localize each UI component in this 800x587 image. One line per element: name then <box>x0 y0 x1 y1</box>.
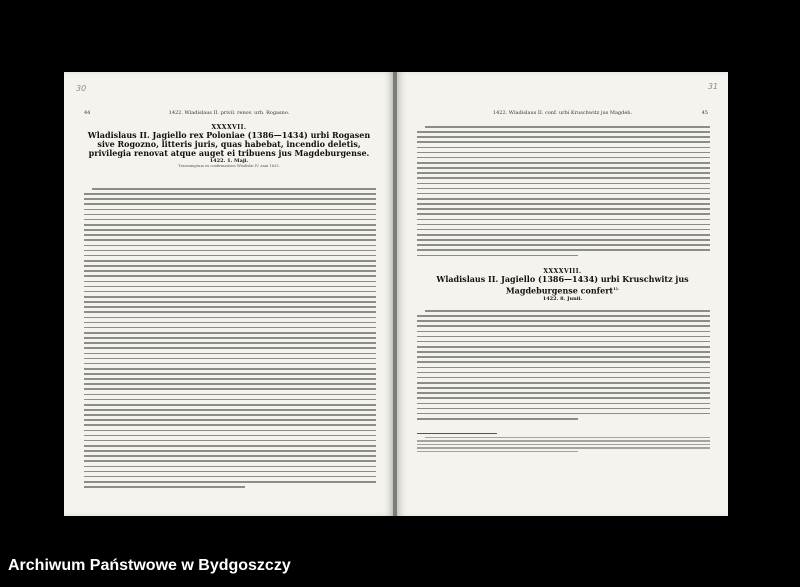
right-doc-date: 1422. 8. Junii. <box>542 295 583 302</box>
text-line <box>425 310 710 312</box>
text-line <box>84 270 376 272</box>
text-line <box>84 353 376 355</box>
text-line <box>84 209 376 211</box>
text-line <box>84 481 376 483</box>
left-body-text <box>84 188 376 491</box>
text-line <box>84 275 376 277</box>
text-line <box>417 325 710 327</box>
text-line <box>84 445 376 447</box>
text-line <box>417 213 710 215</box>
text-line <box>84 286 376 288</box>
text-line <box>84 342 376 344</box>
text-line <box>84 219 376 221</box>
text-line <box>84 460 376 462</box>
archive-label: Archiwum Państwowe w Bydgoszczy <box>8 557 291 574</box>
text-line <box>417 177 710 179</box>
text-line <box>84 245 376 247</box>
text-line <box>417 141 710 143</box>
left-doc-number: XXXXVII. <box>211 124 247 131</box>
text-line <box>84 327 376 329</box>
text-line <box>84 301 376 303</box>
text-line <box>425 126 710 128</box>
text-line <box>84 383 376 385</box>
text-line <box>417 239 710 241</box>
text-line <box>84 214 376 216</box>
left-page-number: 44 <box>84 110 91 116</box>
text-line <box>417 136 710 138</box>
text-line <box>84 322 376 324</box>
text-line <box>84 368 376 370</box>
archive-footer <box>0 545 800 587</box>
text-line <box>417 403 710 405</box>
text-line <box>417 162 710 164</box>
left-pencil-note: 30 <box>76 84 87 93</box>
text-line <box>417 183 710 185</box>
text-line <box>425 437 710 438</box>
open-book <box>64 72 728 516</box>
text-line <box>417 147 710 149</box>
text-line <box>417 152 710 154</box>
text-line <box>417 341 710 343</box>
text-line <box>417 198 710 200</box>
text-line <box>84 388 376 390</box>
text-line <box>84 260 376 262</box>
text-line <box>417 444 710 445</box>
right-pencil-note: 31 <box>707 82 718 91</box>
text-line <box>84 435 376 437</box>
right-body-text-top <box>417 126 710 260</box>
text-line <box>417 188 710 190</box>
text-line <box>417 131 710 133</box>
text-line <box>417 418 578 420</box>
text-line <box>84 332 376 334</box>
text-line <box>84 291 376 293</box>
text-line <box>84 466 376 468</box>
right-running-head <box>417 110 708 118</box>
text-line <box>417 244 710 246</box>
text-line <box>417 208 710 210</box>
text-line <box>417 356 710 358</box>
text-line <box>84 378 376 380</box>
text-line <box>84 373 376 375</box>
text-line <box>84 394 376 396</box>
text-line <box>84 424 376 426</box>
text-line <box>84 440 376 442</box>
text-line <box>84 193 376 195</box>
right-page <box>397 72 728 516</box>
text-line <box>417 408 710 410</box>
text-line <box>84 471 376 473</box>
text-line <box>84 358 376 360</box>
right-doc-heading <box>417 268 708 302</box>
footnote-separator <box>417 433 497 434</box>
text-line <box>417 157 710 159</box>
text-line <box>84 404 376 406</box>
text-line <box>84 281 376 283</box>
text-line <box>417 203 710 205</box>
text-line <box>417 440 710 441</box>
text-line <box>417 346 710 348</box>
text-line <box>84 265 376 267</box>
right-doc-number: XXXXVIII. <box>543 268 582 275</box>
text-line <box>417 167 710 169</box>
text-line <box>84 399 376 401</box>
text-line <box>417 172 710 174</box>
text-line <box>417 320 710 322</box>
text-line <box>417 387 710 389</box>
text-line <box>417 255 578 257</box>
right-doc-title-text: Wladislaus II. Jagiello (1386—1434) urbi Kruschwitz jus Magdeburgense confert <box>436 274 689 296</box>
text-line <box>417 219 710 221</box>
text-line <box>417 377 710 379</box>
right-page-number: 45 <box>701 110 708 116</box>
text-line <box>417 234 710 236</box>
text-line <box>84 419 376 421</box>
text-line <box>84 203 376 205</box>
text-line <box>417 451 578 452</box>
text-line <box>84 317 376 319</box>
text-line <box>417 336 710 338</box>
text-line <box>417 351 710 353</box>
text-line <box>417 392 710 394</box>
text-line <box>84 476 376 478</box>
text-line <box>84 229 376 231</box>
text-line <box>84 255 376 257</box>
text-line <box>84 414 376 416</box>
text-line <box>84 430 376 432</box>
text-line <box>417 315 710 317</box>
left-doc-date: 1422. 1. Maji. <box>209 158 249 164</box>
text-line <box>84 347 376 349</box>
text-line <box>417 367 710 369</box>
text-line <box>417 382 710 384</box>
right-doc-title <box>417 275 708 296</box>
text-line <box>84 455 376 457</box>
right-body-text-bottom <box>417 310 710 423</box>
text-line <box>84 224 376 226</box>
text-line <box>84 450 376 452</box>
left-running-head <box>84 110 374 118</box>
text-line <box>417 361 710 363</box>
text-line <box>417 372 710 374</box>
text-line <box>84 409 376 411</box>
text-line <box>84 306 376 308</box>
text-line <box>84 486 245 488</box>
text-line <box>417 229 710 231</box>
text-line <box>84 234 376 236</box>
left-doc-title: Wladislaus II. Jagiello rex Poloniae (1386—1434) urbi Rogasen sive Rogozno, litteris juris, quas habebat, incendio deletis, privilegia renovat atque auget ei tribuens jus Magdeburgense. <box>87 130 371 158</box>
text-line <box>92 188 376 190</box>
text-line <box>84 296 376 298</box>
left-running-title: 1422. Wladislaus II. privil. renov. urb. Rogasno. <box>168 110 290 116</box>
text-line <box>84 198 376 200</box>
text-line <box>84 239 376 241</box>
right-footnotes <box>417 437 710 454</box>
text-line <box>84 311 376 313</box>
text-line <box>417 397 710 399</box>
text-line <box>417 249 710 251</box>
text-line <box>417 447 710 448</box>
right-doc-title-note: 1). <box>613 286 620 291</box>
text-line <box>417 331 710 333</box>
text-line <box>84 337 376 339</box>
text-line <box>417 193 710 195</box>
right-running-title: 1422. Wladislaus II. conf. urbi Kruschwitz jus Magdeb. <box>492 110 633 116</box>
left-manuscript-note: Transumptum ex confirmatione Wladislai IV. anni 1633. <box>178 164 280 168</box>
text-line <box>417 224 710 226</box>
text-line <box>417 413 710 415</box>
left-doc-heading <box>84 124 374 168</box>
text-line <box>84 363 376 365</box>
left-page <box>64 72 394 516</box>
text-line <box>84 250 376 252</box>
